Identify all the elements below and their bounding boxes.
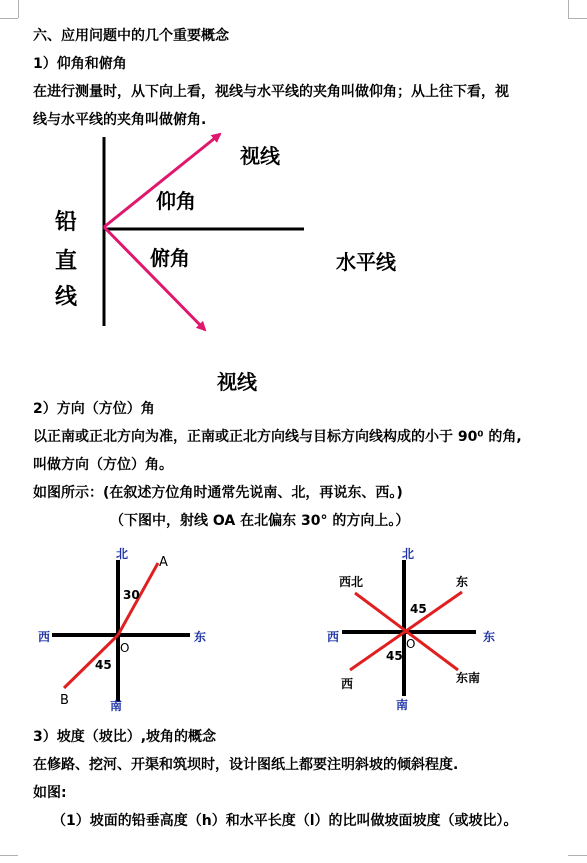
label-east: 东: [194, 630, 207, 644]
label-depression-angle: 俯角: [150, 246, 190, 270]
label-angle-45: 45: [386, 649, 403, 663]
label-northwest: 西北: [339, 575, 364, 589]
label-vertical-line: 铅: [55, 210, 78, 235]
label-angle-30: 30: [123, 588, 140, 602]
subheading-direction-angle: 2）方向（方位）角: [33, 401, 155, 417]
subheading-elevation-depression: 1）仰角和俯角: [33, 56, 127, 72]
label-south: 南: [396, 698, 409, 712]
paragraph-line: 如图:: [33, 785, 67, 801]
label-angle-45: 45: [95, 658, 112, 672]
paragraph-line: 叫做方向（方位）角。: [33, 457, 173, 473]
label-elevation-angle: 仰角: [156, 189, 196, 213]
label-east: 东: [483, 630, 496, 644]
label-angle-45: 45: [410, 602, 427, 616]
label-vertical-line: 线: [55, 285, 78, 310]
label-north: 北: [402, 547, 415, 561]
label-vertical-line: 直: [55, 249, 78, 274]
section-heading: 六、应用问题中的几个重要概念: [33, 28, 229, 44]
paragraph-line: （1）坡面的铅垂高度（h）和水平长度（l）的比叫做坡面坡度（或坡比）。: [52, 813, 518, 829]
label-southwest: 西: [341, 677, 354, 691]
paragraph-line: 在进行测量时，从下向上看，视线与水平线的夹角叫做仰角；从上往下看，视: [33, 84, 509, 100]
label-origin: O: [406, 637, 416, 651]
label-sight-line: 视线: [217, 370, 257, 394]
subheading-slope: 3）坡度（坡比）,坡角的概念: [33, 729, 217, 745]
label-south: 南: [110, 699, 123, 713]
label-northeast: 东: [456, 575, 469, 589]
paragraph-line: 以正南或正北方向为准，正南或正北方向线与目标方向线构成的小于 90⁰ 的角,: [33, 429, 522, 445]
label-horizontal-line: 水平线: [336, 250, 396, 274]
paragraph-line: 如图所示：(在叙述方位角时通常先说南、北，再说东、西。): [33, 485, 403, 501]
paragraph-line: （下图中，射线 OA 在北偏东 30° 的方向上。）: [110, 513, 410, 529]
paragraph-line: 在修路、挖河、开渠和筑坝时，设计图纸上都要注明斜坡的倾斜程度.: [33, 757, 459, 773]
label-point-b: B: [60, 693, 69, 708]
label-north: 北: [116, 547, 129, 561]
label-sight-line: 视线: [240, 144, 280, 168]
label-west: 西: [38, 630, 51, 644]
label-origin: O: [120, 641, 130, 655]
paragraph-line: 线与水平线的夹角叫做俯角.: [33, 112, 207, 128]
label-southeast: 东南: [456, 671, 481, 685]
label-west: 西: [327, 630, 340, 644]
label-point-a: A: [159, 555, 168, 570]
